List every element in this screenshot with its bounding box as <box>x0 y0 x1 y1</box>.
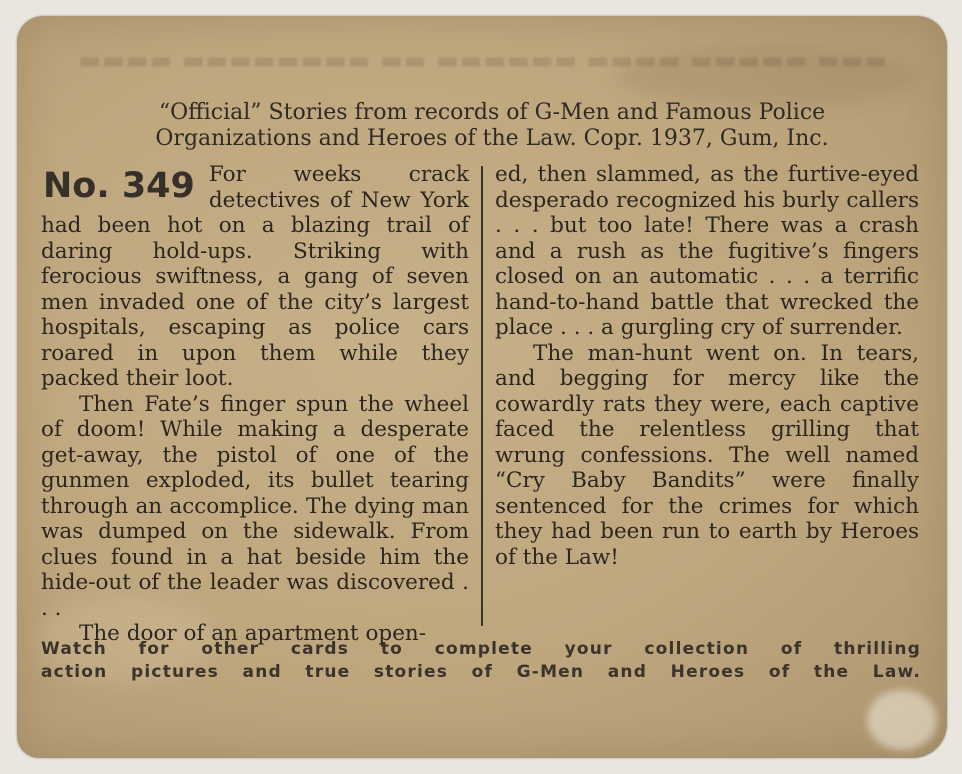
footer-line-2: action pictures and true stories of G-Men and Heroes of the Law. <box>41 662 921 682</box>
header-line-1: “Official” Stories from records of G-Men and Famous Police <box>158 100 826 125</box>
story-paragraph: Then Fate’s finger spun the wheel of doom! While making a desperate get-away, the pistol of one of the gunmen exploded, its bullet tearing through an accomplice. The dying man was dumped on the sidewalk. From clues found in a hat beside him the hide-out of the leader was discovered . . . <box>41 391 469 621</box>
card-header <box>87 100 897 152</box>
story-paragraph: The man-hunt went on. In tears, and begging for mercy like the cowardly rats they were, each captive faced the relentless grilling that wrung confessions. The well named “Cry Baby Bandits” were finally sentenced for the crimes for which they had been run to earth by Heroes of the Law! <box>495 340 919 570</box>
trading-card-back <box>17 16 947 758</box>
footer-line-1: Watch for other cards to complete your collection of thrilling <box>41 639 921 659</box>
story-left-column <box>41 162 469 647</box>
worn-corner <box>867 690 937 750</box>
story-paragraph: No. 349 For weeks crack detectives of New York had been hot on a blazing trail of daring hold-ups. Striking with ferocious swiftness, a gang of seven men invaded one of the city’s largest hospitals, escaping as police cars roared in upon them while they packed their loot. <box>41 162 469 391</box>
header-line-2: Organizations and Heroes of the Law. Copr. 1937, Gum, Inc. <box>155 126 829 151</box>
card-number: No. 349 <box>43 166 195 206</box>
card-footer <box>41 638 921 684</box>
story-right-column <box>495 162 919 570</box>
show-through-print: ▬▬▬ ▬▬▬▬▬ ▬▬▬▬ ▬▬▬▬▬▬ ▬▬ ▬▬▬▬▬▬▬▬ ▬▬▬▬ <box>77 46 887 74</box>
story-paragraph: The door of an apartment open- <box>79 621 427 646</box>
story-paragraph: ed, then slammed, as the furtive-eyed desperado recognized his burly callers . . . but too late! There was a crash and a rush as the fugitive’s fingers closed on an automatic . . . a terrific hand-to-hand battle that wrecked the place . . . a gurgling cry of surrender. <box>495 162 919 340</box>
column-divider <box>481 166 483 626</box>
